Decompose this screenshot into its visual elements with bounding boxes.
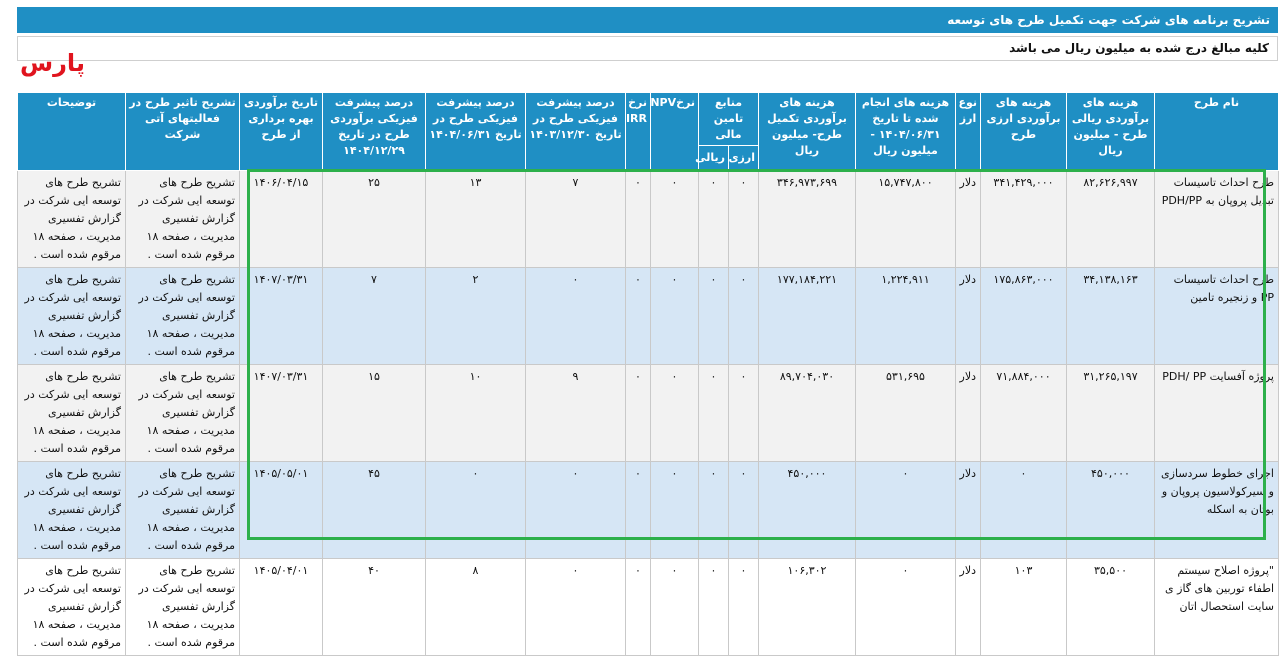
operation-date: ۱۴۰۶/۰۴/۱۵ bbox=[240, 171, 323, 268]
col-header-fx-cost: هزینه های برآوردی ارزی طرح bbox=[981, 93, 1067, 171]
col-header-progress-1403: درصد پیشرفت فیزیکی طرح در تاریخ ۱۴۰۳/۱۲/۳۰ bbox=[526, 93, 626, 171]
irr: ۰ bbox=[626, 462, 651, 559]
irr: ۰ bbox=[626, 268, 651, 365]
operation-date: ۱۴۰۵/۰۵/۰۱ bbox=[240, 462, 323, 559]
col-header-rial-cost: هزینه های برآوردی ریالی طرح - میلیون ریال bbox=[1067, 93, 1155, 171]
project-name: پروژه آفسایت PDH/ PP bbox=[1155, 365, 1279, 462]
currency: دلار bbox=[956, 462, 981, 559]
table-row bbox=[18, 559, 1279, 656]
impact-text: تشریح طرح های توسعه ایی شرکت در گزارش تفسیری مدیریت ، صفحه ۱۸ مرقوم شده است . bbox=[126, 268, 240, 365]
spent: ۰ bbox=[856, 559, 956, 656]
progress-1404-06: ۱۰ bbox=[426, 365, 526, 462]
company-logo-text: پارس bbox=[20, 49, 85, 77]
units-note: کلیه مبالغ درج شده به میلیون ریال می باشد bbox=[17, 36, 1278, 61]
npv: ۰ bbox=[651, 462, 699, 559]
notes-text: تشریح طرح های توسعه ایی شرکت در گزارش تفسیری مدیریت ، صفحه ۱۸ مرقوم شده است . bbox=[18, 171, 126, 268]
irr: ۰ bbox=[626, 365, 651, 462]
table-row bbox=[18, 268, 1279, 365]
table-row bbox=[18, 462, 1279, 559]
progress-1404-12: ۴۵ bbox=[323, 462, 426, 559]
funding-rial: ۰ bbox=[699, 171, 729, 268]
project-name: "پروژه اصلاح سیستم اطفاء توربین های گاز ی سایت استحصال اتان bbox=[1155, 559, 1279, 656]
currency: دلار bbox=[956, 268, 981, 365]
irr: ۰ bbox=[626, 171, 651, 268]
funding-fx: ۰ bbox=[729, 365, 759, 462]
funding-fx: ۰ bbox=[729, 462, 759, 559]
progress-1403: ۹ bbox=[526, 365, 626, 462]
projects-table bbox=[17, 92, 1279, 656]
notes-text: تشریح طرح های توسعه ایی شرکت در گزارش تفسیری مدیریت ، صفحه ۱۸ مرقوم شده است . bbox=[18, 462, 126, 559]
rial-cost: ۳۱,۲۶۵,۱۹۷ bbox=[1067, 365, 1155, 462]
complete-cost: ۳۴۶,۹۷۳,۶۹۹ bbox=[759, 171, 856, 268]
impact-text: تشریح طرح های توسعه ایی شرکت در گزارش تفسیری مدیریت ، صفحه ۱۸ مرقوم شده است . bbox=[126, 559, 240, 656]
col-header-complete-cost: هزینه های برآوردی تکمیل طرح- میلیون ریال bbox=[759, 93, 856, 171]
col-header-currency: نوع ارز bbox=[956, 93, 981, 171]
spent: ۱۵,۷۴۷,۸۰۰ bbox=[856, 171, 956, 268]
currency: دلار bbox=[956, 171, 981, 268]
npv: ۰ bbox=[651, 171, 699, 268]
progress-1403: ۰ bbox=[526, 268, 626, 365]
progress-1404-12: ۱۵ bbox=[323, 365, 426, 462]
operation-date: ۱۴۰۷/۰۳/۳۱ bbox=[240, 268, 323, 365]
col-header-notes: توضیحات bbox=[18, 93, 126, 171]
spent: ۰ bbox=[856, 462, 956, 559]
col-header-funding-rial: ریالی bbox=[699, 146, 729, 171]
col-header-progress-1404-06: درصد پیشرفت فیزیکی طرح در تاریخ ۱۴۰۴/۰۶/۳۱ bbox=[426, 93, 526, 171]
funding-rial: ۰ bbox=[699, 268, 729, 365]
operation-date: ۱۴۰۵/۰۴/۰۱ bbox=[240, 559, 323, 656]
funding-rial: ۰ bbox=[699, 365, 729, 462]
progress-1404-06: ۲ bbox=[426, 268, 526, 365]
col-header-progress-1404-12: درصد پیشرفت فیزیکی برآوردی طرح در تاریخ ۱۴۰۴/۱۲/۲۹ bbox=[323, 93, 426, 171]
project-name: طرح احداث تاسیسات PP و زنجیره تامین bbox=[1155, 268, 1279, 365]
funding-rial: ۰ bbox=[699, 462, 729, 559]
complete-cost: ۱۰۶,۳۰۲ bbox=[759, 559, 856, 656]
funding-fx: ۰ bbox=[729, 559, 759, 656]
notes-text: تشریح طرح های توسعه ایی شرکت در گزارش تفسیری مدیریت ، صفحه ۱۸ مرقوم شده است . bbox=[18, 365, 126, 462]
impact-text: تشریح طرح های توسعه ایی شرکت در گزارش تفسیری مدیریت ، صفحه ۱۸ مرقوم شده است . bbox=[126, 365, 240, 462]
table-row bbox=[18, 365, 1279, 462]
complete-cost: ۱۷۷,۱۸۴,۲۲۱ bbox=[759, 268, 856, 365]
impact-text: تشریح طرح های توسعه ایی شرکت در گزارش تفسیری مدیریت ، صفحه ۱۸ مرقوم شده است . bbox=[126, 462, 240, 559]
progress-1404-06: ۸ bbox=[426, 559, 526, 656]
notes-text: تشریح طرح های توسعه ایی شرکت در گزارش تفسیری مدیریت ، صفحه ۱۸ مرقوم شده است . bbox=[18, 268, 126, 365]
report-title: تشریح برنامه های شرکت جهت تکمیل طرح های توسعه bbox=[17, 7, 1278, 33]
spent: ۱,۲۲۴,۹۱۱ bbox=[856, 268, 956, 365]
progress-1404-06: ۰ bbox=[426, 462, 526, 559]
operation-date: ۱۴۰۷/۰۳/۳۱ bbox=[240, 365, 323, 462]
fx-cost: ۰ bbox=[981, 462, 1067, 559]
currency: دلار bbox=[956, 559, 981, 656]
project-name: اجرای خطوط سردسازی و سیرکولاسیون پروپان و بوتان به اسکله bbox=[1155, 462, 1279, 559]
progress-1404-12: ۷ bbox=[323, 268, 426, 365]
notes-text: تشریح طرح های توسعه ایی شرکت در گزارش تفسیری مدیریت ، صفحه ۱۸ مرقوم شده است . bbox=[18, 559, 126, 656]
funding-fx: ۰ bbox=[729, 268, 759, 365]
currency: دلار bbox=[956, 365, 981, 462]
rial-cost: ۴۵۰,۰۰۰ bbox=[1067, 462, 1155, 559]
spent: ۵۳۱,۶۹۵ bbox=[856, 365, 956, 462]
npv: ۰ bbox=[651, 365, 699, 462]
table-row bbox=[18, 171, 1279, 268]
progress-1403: ۷ bbox=[526, 171, 626, 268]
col-header-funding: منابع تامین مالی bbox=[699, 93, 759, 146]
col-header-name: نام طرح bbox=[1155, 93, 1279, 171]
irr: ۰ bbox=[626, 559, 651, 656]
project-name: طرح احداث تاسیسات تبدیل پروپان به PDH/PP bbox=[1155, 171, 1279, 268]
col-header-operation-date: تاریخ برآوردی بهره برداری از طرح bbox=[240, 93, 323, 171]
col-header-impact: تشریح تاثیر طرح در فعالیتهای آتی شرکت bbox=[126, 93, 240, 171]
funding-rial: ۰ bbox=[699, 559, 729, 656]
rial-cost: ۸۲,۶۲۶,۹۹۷ bbox=[1067, 171, 1155, 268]
col-header-irr: نرخ IRR bbox=[626, 93, 651, 171]
progress-1404-12: ۴۰ bbox=[323, 559, 426, 656]
col-header-spent: هزینه های انجام شده تا تاریخ ۱۴۰۴/۰۶/۳۱ - میلیون ریال bbox=[856, 93, 956, 171]
impact-text: تشریح طرح های توسعه ایی شرکت در گزارش تفسیری مدیریت ، صفحه ۱۸ مرقوم شده است . bbox=[126, 171, 240, 268]
rial-cost: ۳۴,۱۳۸,۱۶۳ bbox=[1067, 268, 1155, 365]
col-header-funding-fx: ارزی bbox=[729, 146, 759, 171]
progress-1403: ۰ bbox=[526, 462, 626, 559]
npv: ۰ bbox=[651, 268, 699, 365]
npv: ۰ bbox=[651, 559, 699, 656]
complete-cost: ۸۹,۷۰۴,۰۳۰ bbox=[759, 365, 856, 462]
fx-cost: ۱۰۳ bbox=[981, 559, 1067, 656]
fx-cost: ۳۴۱,۴۲۹,۰۰۰ bbox=[981, 171, 1067, 268]
col-header-npv: نرخNPV bbox=[651, 93, 699, 171]
fx-cost: ۷۱,۸۸۴,۰۰۰ bbox=[981, 365, 1067, 462]
progress-1404-06: ۱۳ bbox=[426, 171, 526, 268]
complete-cost: ۴۵۰,۰۰۰ bbox=[759, 462, 856, 559]
fx-cost: ۱۷۵,۸۶۳,۰۰۰ bbox=[981, 268, 1067, 365]
funding-fx: ۰ bbox=[729, 171, 759, 268]
rial-cost: ۳۵,۵۰۰ bbox=[1067, 559, 1155, 656]
progress-1404-12: ۲۵ bbox=[323, 171, 426, 268]
progress-1403: ۰ bbox=[526, 559, 626, 656]
